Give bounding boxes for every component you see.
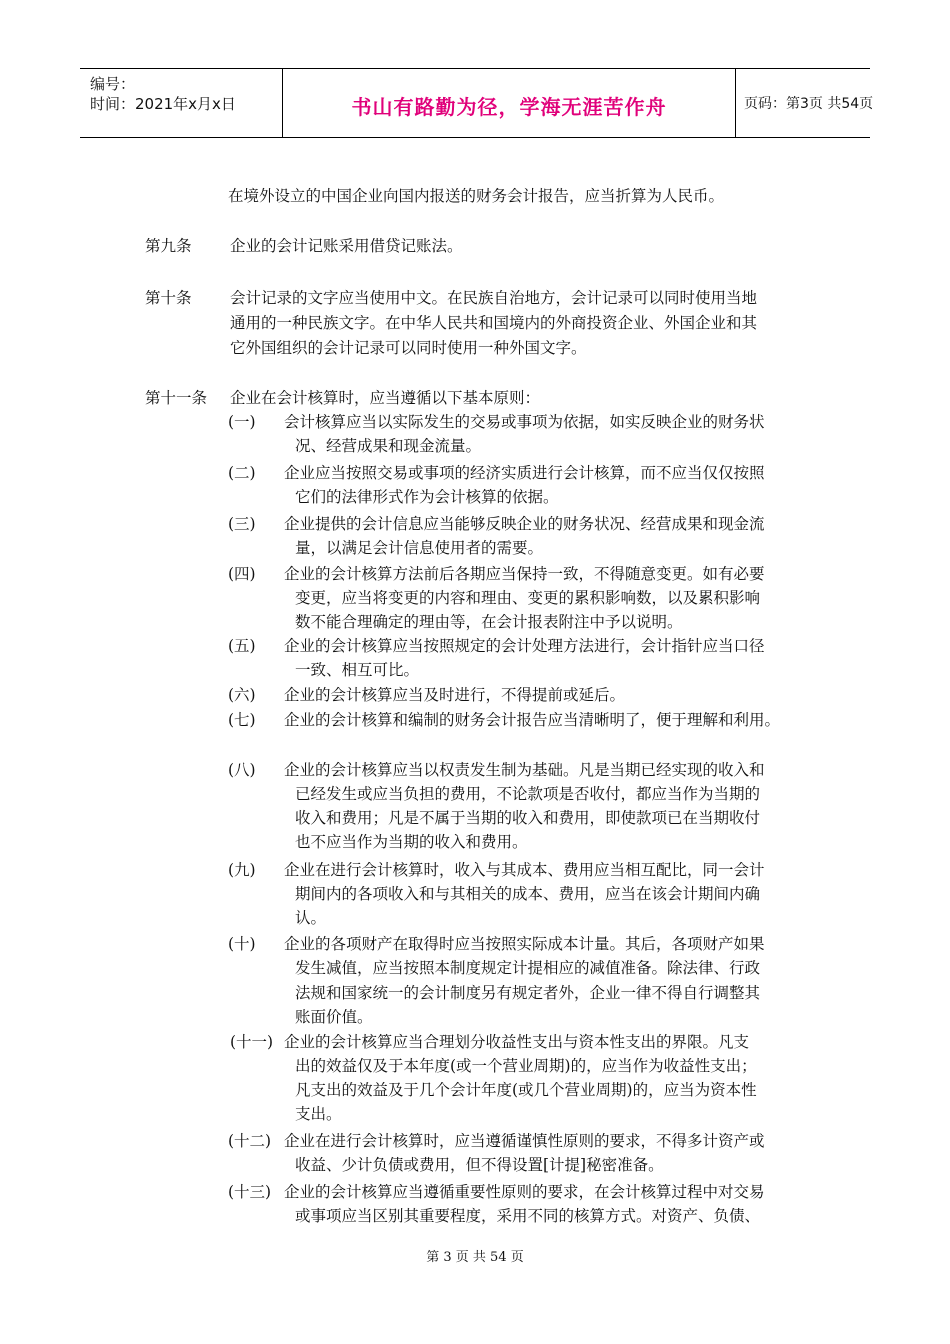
item-line: 企业的会计核算应当按照规定的会计处理方法进行，会计指针应当口径 (284, 637, 765, 655)
item-number: (七) (228, 711, 256, 729)
item-number: (十一) (230, 1033, 274, 1051)
item-line: 企业在进行会计核算时，应当遵循谨慎性原则的要求，不得多计资产或 (284, 1132, 765, 1150)
page-header (80, 68, 874, 138)
item-line: 已经发生或应当负担的费用，不论款项是否收付，都应当作为当期的 (295, 785, 761, 803)
item-line: 况、经营成果和现金流量。 (295, 437, 482, 455)
item-line: 期间内的各项收入和与其相关的成本、费用，应当在该会计期间内确 (295, 885, 761, 903)
item-line: 企业的会计核算方法前后各期应当保持一致，不得随意变更。如有必要 (284, 565, 765, 583)
item-line: 账面价值。 (295, 1008, 373, 1026)
item-number: (九) (228, 861, 256, 879)
item-line: 企业在进行会计核算时，收入与其成本、费用应当相互配比，同一会计 (284, 861, 765, 879)
item-number: (五) (228, 637, 256, 655)
item-line: 它们的法律形式作为会计核算的依据。 (295, 488, 559, 506)
item-line: 企业应当按照交易或事项的经济实质进行会计核算，而不应当仅仅按照 (284, 464, 765, 482)
item-number: (六) (228, 686, 256, 704)
header-page-cell (736, 69, 874, 137)
article9-text: 企业的会计记账采用借贷记账法。 (230, 237, 463, 255)
item-line: 变更，应当将变更的内容和理由、变更的累积影响数，以及累积影响 (295, 589, 761, 607)
item-number: (四) (228, 565, 256, 583)
item-line: 会计核算应当以实际发生的交易或事项为依据，如实反映企业的财务状 (284, 413, 765, 431)
item-line: 企业的会计核算应当及时进行，不得提前或延后。 (284, 686, 626, 704)
item-line: 认。 (295, 909, 327, 927)
header-meta-cell (80, 69, 283, 137)
article10-line: 它外国组织的会计记录可以同时使用一种外国文字。 (230, 339, 587, 357)
item-line: 量，以满足会计信息使用者的需要。 (295, 539, 544, 557)
article9-label: 第九条 (145, 237, 192, 255)
header-motto-cell (283, 69, 736, 137)
item-number: (二) (228, 464, 256, 482)
continuation-text: 在境外设立的中国企业向国内报送的财务会计报告，应当折算为人民币。 (228, 187, 725, 205)
code-label: 编号： (90, 75, 136, 93)
article10-line: 通用的一种民族文字。在中华人民共和国境内的外商投资企业、外国企业和其 (230, 314, 758, 332)
article10-line: 会计记录的文字应当使用中文。在民族自治地方，会计记录可以同时使用当地 (230, 289, 758, 307)
item-line: 收入和费用；凡是不属于当期的收入和费用，即使款项已在当期收付 (295, 809, 761, 827)
item-line: 发生减值，应当按照本制度规定计提相应的减值准备。除法律、行政 (295, 959, 761, 977)
item-line: 企业的会计核算应当合理划分收益性支出与资本性支出的界限。凡支 (284, 1033, 750, 1051)
item-line: 凡支出的效益及于几个会计年度(或几个营业周期)的，应当为资本性 (295, 1081, 757, 1099)
item-line: 企业提供的会计信息应当能够反映企业的财务状况、经营成果和现金流 (284, 515, 765, 533)
item-number: (十二) (228, 1132, 272, 1150)
time-label: 时间：2021年x月x日 (90, 95, 236, 113)
item-number: (一) (228, 413, 256, 431)
page-info: 页码：第3页 共54页 (744, 96, 874, 112)
item-line: 企业的会计核算应当以权责发生制为基础。凡是当期已经实现的收入和 (284, 761, 765, 779)
item-line: 企业的会计核算应当遵循重要性原则的要求，在会计核算过程中对交易 (284, 1183, 765, 1201)
article11-intro: 企业在会计核算时，应当遵循以下基本原则： (230, 389, 541, 407)
article11-label: 第十一条 (145, 389, 208, 407)
item-line: 收益、少计负债或费用，但不得设置[计提]秘密准备。 (295, 1156, 664, 1174)
item-number: (八) (228, 761, 256, 779)
item-line: 一致、相互可比。 (295, 661, 420, 679)
item-line: 数不能合理确定的理由等，在会计报表附注中予以说明。 (295, 613, 683, 631)
item-number: (三) (228, 515, 256, 533)
item-line: 也不应当作为当期的收入和费用。 (295, 833, 528, 851)
item-line: 企业的各项财产在取得时应当按照实际成本计量。其后，各项财产如果 (284, 935, 765, 953)
motto: 书山有路勤为径，学海无涯苦作舟 (351, 95, 667, 119)
item-line: 出的效益仅及于本年度(或一个营业周期)的，应当作为收益性支出； (295, 1057, 757, 1075)
article10-label: 第十条 (145, 289, 192, 307)
item-line: 支出。 (295, 1105, 342, 1123)
item-line: 法规和国家统一的会计制度另有规定者外，企业一律不得自行调整其 (295, 984, 761, 1002)
item-line: 企业的会计核算和编制的财务会计报告应当清晰明了，便于理解和利用。 (284, 711, 781, 729)
item-line: 或事项应当区别其重要程度，采用不同的核算方式。对资产、负债、 (295, 1207, 761, 1225)
page-footer: 第 3 页 共 54 页 (426, 1250, 524, 1265)
item-number: (十) (228, 935, 256, 953)
item-number: (十三) (228, 1183, 272, 1201)
